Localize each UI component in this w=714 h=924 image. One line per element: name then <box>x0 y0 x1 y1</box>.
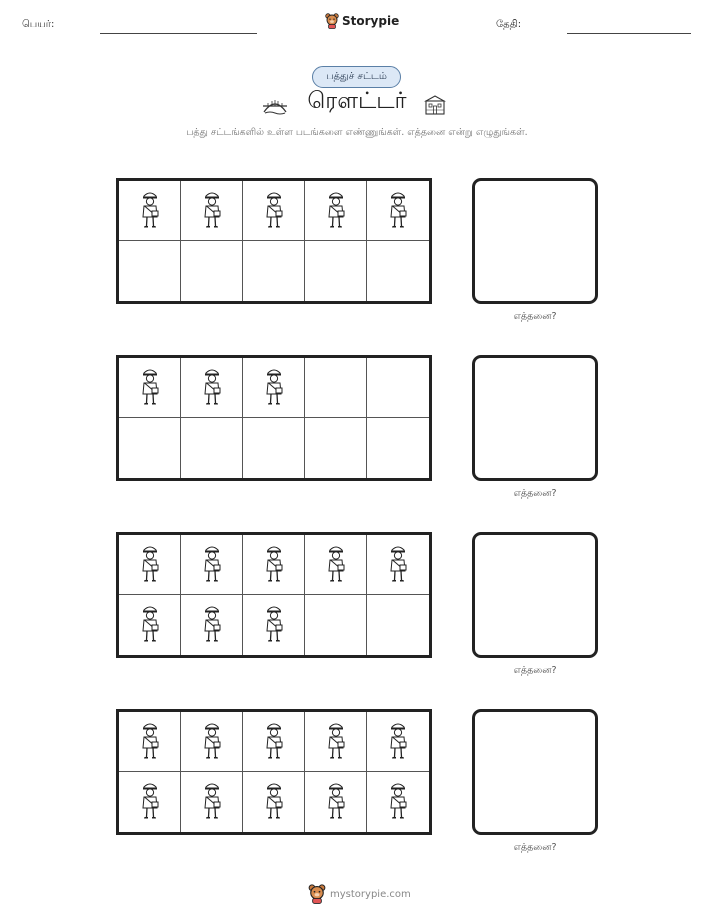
ten-frame-cell <box>181 712 243 772</box>
postman-icon <box>387 189 409 233</box>
bridge-icon <box>262 96 288 116</box>
building-icon <box>424 94 446 116</box>
instructions: பத்து சட்டங்களில் உள்ள படங்களை எண்ணுங்கள். எத்தனை என்று எழுதுங்கள். <box>186 127 528 138</box>
ten-frame-cell <box>181 358 243 418</box>
ten-frame-cell <box>367 418 429 478</box>
postman-icon <box>263 603 285 647</box>
ten-frame-cell <box>305 181 367 241</box>
ten-frame-cell <box>243 418 305 478</box>
ten-frame-cell <box>243 241 305 301</box>
footer <box>308 884 411 904</box>
postman-icon <box>139 189 161 233</box>
ten-frame-cell <box>367 772 429 832</box>
postman-icon <box>387 543 409 587</box>
ten-frame-cell <box>367 241 429 301</box>
ten-frame-cell <box>367 595 429 655</box>
name-field[interactable] <box>100 33 257 34</box>
ten-frame-cell <box>181 535 243 595</box>
postman-icon <box>139 780 161 824</box>
ten-frame <box>116 178 432 304</box>
postman-icon <box>201 780 223 824</box>
ten-frame-cell <box>243 712 305 772</box>
ten-frame-cell <box>305 712 367 772</box>
ten-frame-cell <box>119 418 181 478</box>
postman-icon <box>263 720 285 764</box>
postman-icon <box>325 543 347 587</box>
ten-frame <box>116 355 432 481</box>
postman-icon <box>263 780 285 824</box>
bear-logo-icon <box>325 13 339 29</box>
ten-frame-cell <box>243 181 305 241</box>
footer-site: mystorypie.com <box>330 888 411 900</box>
postman-icon <box>263 366 285 410</box>
ten-frame <box>116 709 432 835</box>
ten-frame-cell <box>367 181 429 241</box>
ten-frame-cell <box>119 535 181 595</box>
ten-frame-cell <box>181 772 243 832</box>
bear-logo-icon <box>308 884 326 904</box>
ten-frame-cell <box>305 241 367 301</box>
date-field[interactable] <box>567 33 691 34</box>
ten-frame-cell <box>181 181 243 241</box>
postman-icon <box>201 366 223 410</box>
ten-frame-cell <box>181 418 243 478</box>
answer-box[interactable] <box>472 709 598 835</box>
ten-frame-cell <box>305 418 367 478</box>
ten-frame-cell <box>119 241 181 301</box>
answer-label: எத்தனை? <box>513 311 557 322</box>
ten-frame-cell <box>119 595 181 655</box>
ten-frame-cell <box>305 358 367 418</box>
answer-box[interactable] <box>472 532 598 658</box>
ten-frame-cell <box>243 535 305 595</box>
answer-label: எத்தனை? <box>513 842 557 853</box>
brand-logo <box>325 13 399 29</box>
ten-frame-cell <box>367 535 429 595</box>
ten-frame-cell <box>119 358 181 418</box>
postman-icon <box>201 189 223 233</box>
postman-icon <box>139 366 161 410</box>
ten-frame-cell <box>181 241 243 301</box>
postman-icon <box>263 543 285 587</box>
ten-frame-cell <box>119 772 181 832</box>
postman-icon <box>201 543 223 587</box>
name-label: பெயர்: <box>22 19 55 30</box>
postman-icon <box>387 780 409 824</box>
answer-box[interactable] <box>472 178 598 304</box>
ten-frame-cell <box>367 712 429 772</box>
ten-frame-cell <box>181 595 243 655</box>
ten-frame-cell <box>305 535 367 595</box>
ten-frame-cell <box>243 772 305 832</box>
postman-icon <box>387 720 409 764</box>
ten-frame-cell <box>305 772 367 832</box>
answer-label: எத்தனை? <box>513 665 557 676</box>
postman-icon <box>139 543 161 587</box>
ten-frame <box>116 532 432 658</box>
answer-box[interactable] <box>472 355 598 481</box>
brand-name: Storypie <box>342 14 400 28</box>
ten-frame-cell <box>305 595 367 655</box>
ten-frame-cell <box>243 595 305 655</box>
postman-icon <box>139 720 161 764</box>
postman-icon <box>325 720 347 764</box>
ten-frame-cell <box>243 358 305 418</box>
worksheet-title: ரௌட்டர் <box>307 88 407 114</box>
postman-icon <box>201 720 223 764</box>
date-label: தேதி: <box>496 19 522 30</box>
postman-icon <box>139 603 161 647</box>
worksheet-tag: பத்துச் சட்டம் <box>312 66 401 88</box>
ten-frame-cell <box>119 181 181 241</box>
ten-frame-cell <box>119 712 181 772</box>
ten-frame-cell <box>367 358 429 418</box>
postman-icon <box>325 780 347 824</box>
answer-label: எத்தனை? <box>513 488 557 499</box>
postman-icon <box>263 189 285 233</box>
postman-icon <box>325 189 347 233</box>
postman-icon <box>201 603 223 647</box>
